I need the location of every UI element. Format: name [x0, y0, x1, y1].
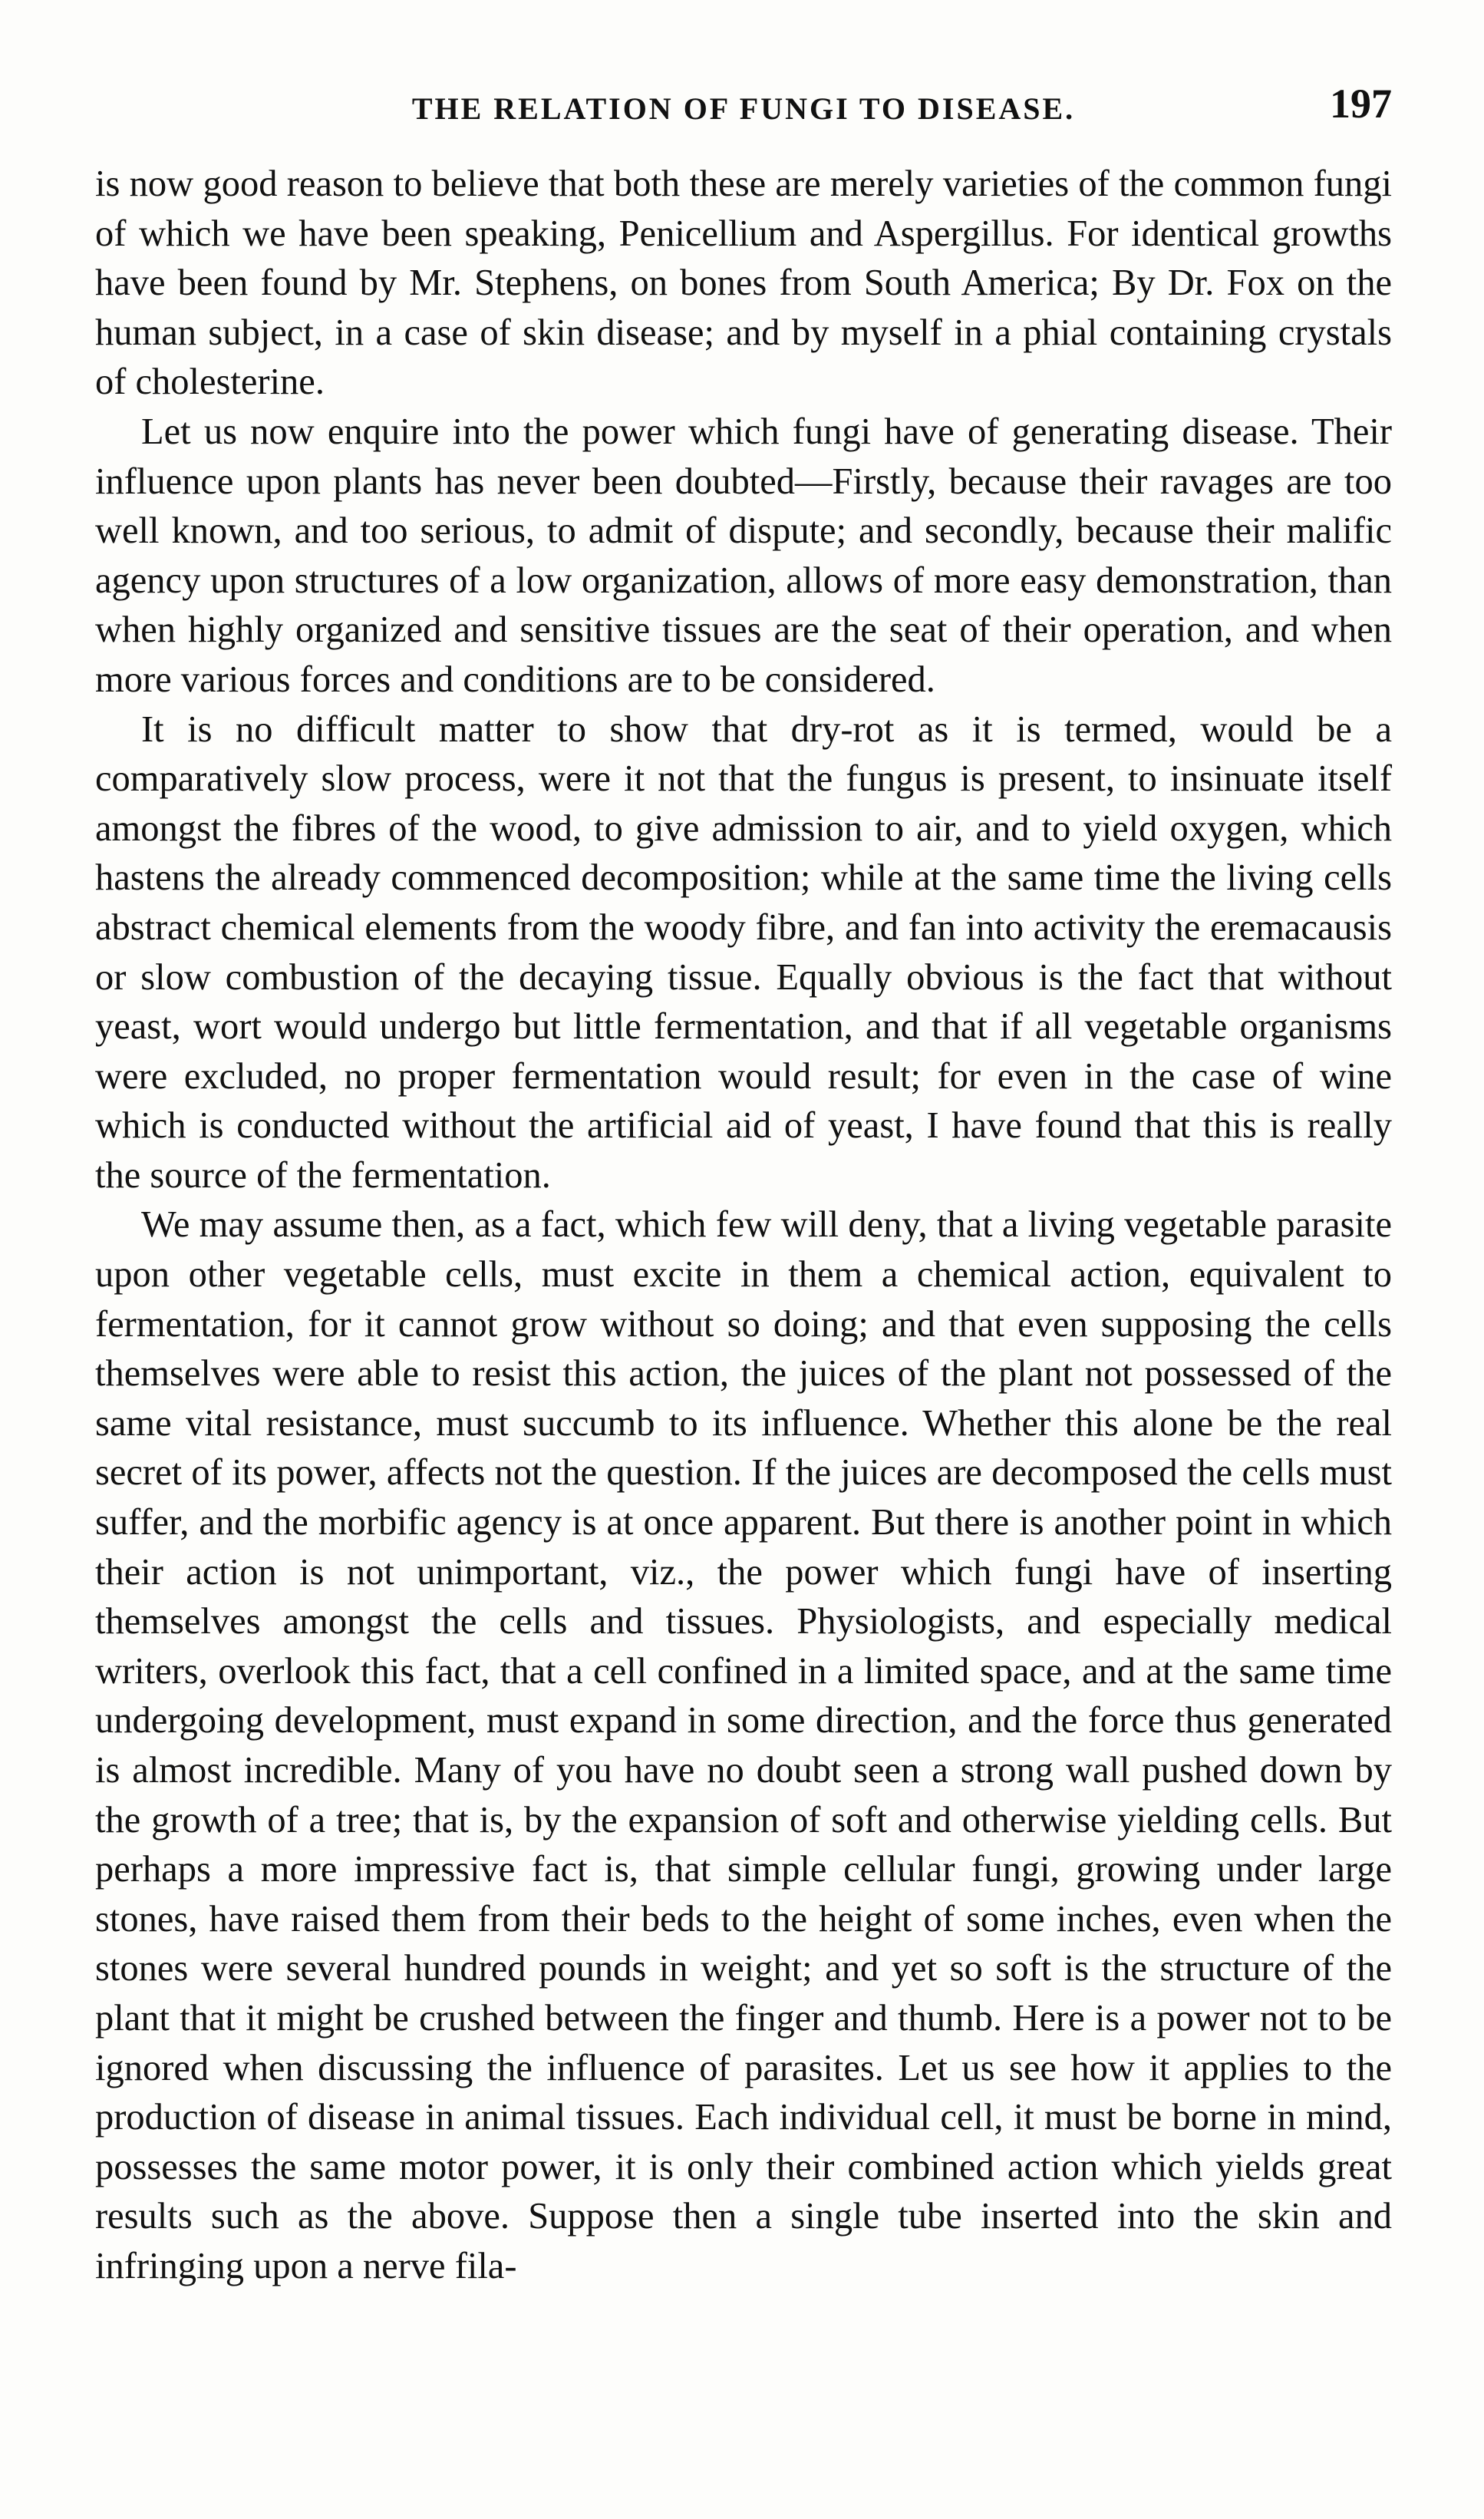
running-title: THE RELATION OF FUNGI TO DISEASE.	[411, 91, 1076, 126]
paragraph-4: We may assume then, as a fact, which few will deny, that a living vegetable parasite upon other vegetable cells, must excite in them a chemical action, equivalent to fermentation, for it cannot grow without so doing; and that even supposing the cells themselves were able to resist this action, the juices of the plant not possessed of the same vital resistance, must succumb to its influence. Whether this alone be the real secret of its power, affects not the question. If the juices are decomposed the cells must suffer, and the morbific agency is at once apparent. But there is another point in which their action is not unimportant, viz., the power which fungi have of inserting themselves amongst the cells and tissues. Physiologists, and especially medical writers, overlook this fact, that a cell confined in a limited space, and at the same time undergoing development, must expand in some direction, and the force thus generated is almost incredible. Many of you have no doubt seen a strong wall pushed down by the growth of a tree; that is, by the expansion of soft and otherwise yielding cells. But perhaps a more impressive fact is, that simple cellular fungi, growing under large stones, have raised them from their beds to the height of some inches, even when the stones were several hundred pounds in weight; and yet so soft is the structure of the plant that it might be crushed between the finger and thumb. Here is a power not to be ignored when discussing the influence of parasites. Let us see how it applies to the production of disease in animal tissues. Each individual cell, it must be borne in mind, possesses the same motor power, it is only their combined action which yields great results such as the above. Suppose then a single tube inserted into the skin and infringing upon a nerve fila-	[95, 1204, 1392, 2286]
paragraph-3: It is no difficult matter to show that dry-rot as it is termed, would be a comparatively slow process, were it not that the fungus is present, to insinuate itself amongst the fibres of the wood, to give admission to air, and to yield oxygen, which hastens the already commenced decomposition; while at the same time the living cells abstract chemical elements from the woody fibre, and fan into activity the eremacausis or slow combustion of the decaying tissue. Equally obvious is the fact that without yeast, wort would undergo but little fermentation, and that if all vegetable organisms were excluded, no proper fermentation would result; for even in the case of wine which is conducted without the artificial aid of yeast, I have found that this is really the source of the fermentation.	[95, 708, 1392, 1196]
page-number: 197	[1330, 81, 1392, 127]
paragraph-2: Let us now enquire into the power which fungi have of generating disease. Their influence upon plants has never been doubted—Firstly, because their ravages are too well known, and too serious, to admit of dispute; and secondly, because their malific agency upon structures of a low organization, allows of more easy demonstration, than when highly organized and sensitive tissues are the seat of their operation, and when more various forces and conditions are to be considered.	[95, 411, 1392, 700]
paragraph-1: is now good reason to believe that both these are merely varieties of the common fungi of which we have been speaking, Penicellium and Aspergillus. For identical growths have been found by Mr. Stephens, on bones from South America; By Dr. Fox on the human subject, in a case of skin disease; and by myself in a phial containing crystals of cholesterine.	[95, 163, 1392, 403]
body-text	[95, 160, 1392, 2292]
page-header	[95, 74, 1392, 135]
